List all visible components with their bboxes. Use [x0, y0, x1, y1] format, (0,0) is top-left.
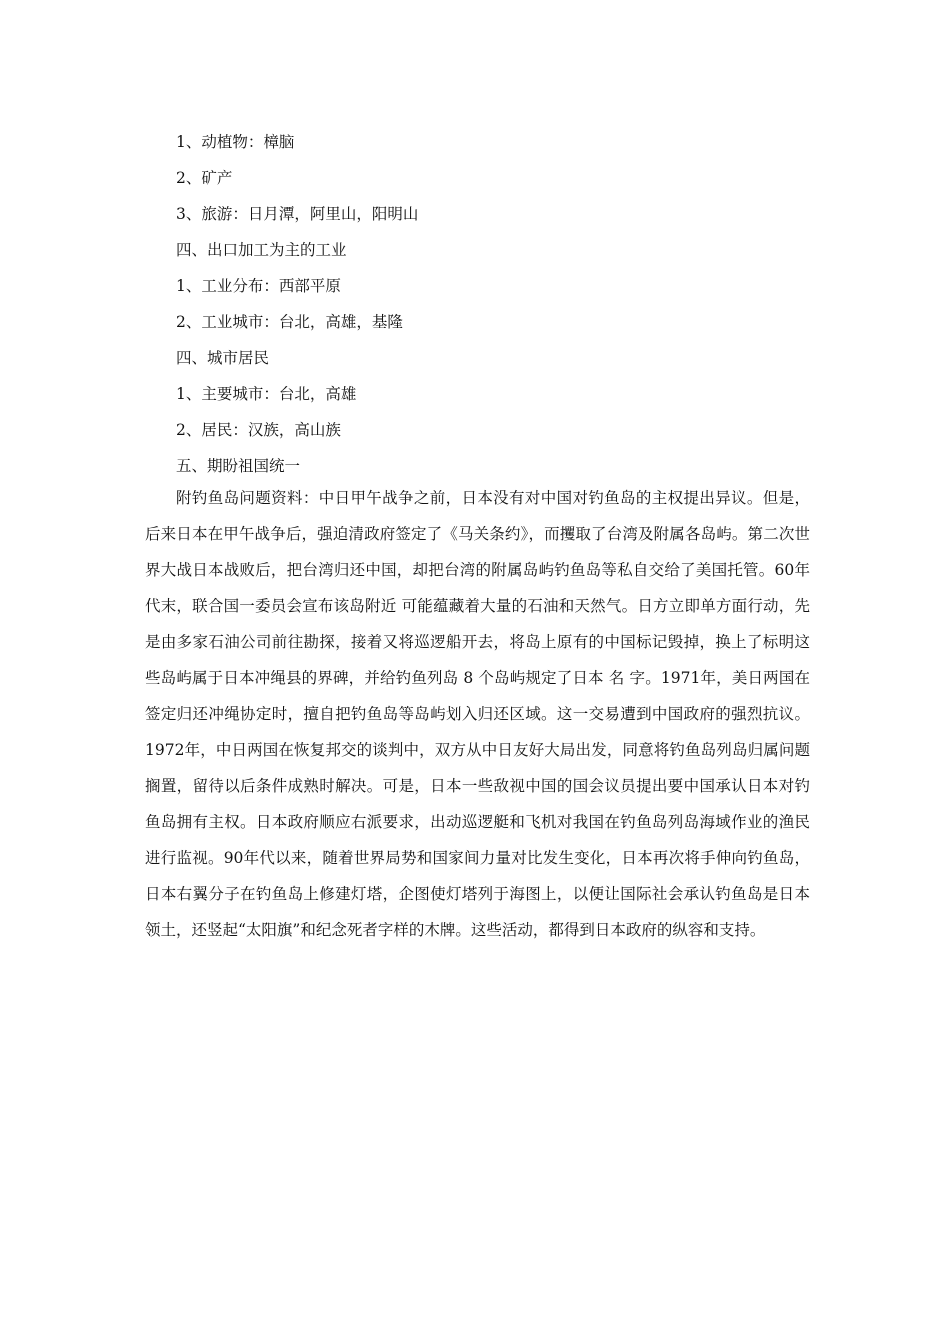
outline-item-industrial-cities: 2、工业城市：台北，高雄，基隆	[176, 313, 403, 331]
outline-list	[176, 124, 816, 484]
outline-item-major-cities: 1、主要城市：台北，高雄	[176, 385, 357, 403]
outline-item-residents: 2、居民：汉族，高山族	[176, 421, 341, 439]
outline-item-tourism: 3、旅游：日月潭，阿里山，阳明山	[176, 205, 419, 223]
outline-item-minerals: 2、矿产	[176, 169, 233, 187]
outline-item-fauna-flora: 1、动植物：樟脑	[176, 133, 295, 151]
diaoyu-island-paragraph: 附钓鱼岛问题资料：中日甲午战争之前，日本没有对中国对钓鱼岛的主权提出异议。但是，后来日本在甲午战争后，强迫清政府签定了《马关条约》，而攫取了台湾及附属各岛屿。第二次世界大战日本战败后，把台湾归还中国，却把台湾的附属岛屿钓鱼岛等私自交给了美国托管。60年代末，联合国一委员会宣布该岛附近 可能蕴藏着大量的石油和天然气。日方立即单方面行动，先是由多家石油公司前往勘探，接着又将巡逻船开去，将岛上原有的中国标记毁掉，换上了标明这些岛屿属于日本冲绳县的界碑，并给钓鱼列岛 8 个岛屿规定了日本 名 字。1971年，美日两国在签定归还冲绳协定时，擅自把钓鱼岛等岛屿划入归还区域。这一交易遭到中国政府的强烈抗议。1972年，中日两国在恢复邦交的谈判中，双方从中日友好大局出发，同意将钓鱼岛列岛归属问题搁置，留待以后条件成熟时解决。可是，日本一些敌视中国的国会议员提出要中国承认日本对钓鱼岛拥有主权。日本政府顺应右派要求，出动巡逻艇和飞机对我国在钓鱼岛列岛海域作业的渔民进行监视。90年代以来，随着世界局势和国家间力量对比发生变化，日本再次将手伸向钓鱼岛，日本右翼分子在钓鱼岛上修建灯塔，企图使灯塔列于海图上，以便让国际社会承认钓鱼岛是日本领土，还竖起“太阳旗”和纪念死者字样的木牌。这些活动，都得到日本政府的纵容和支持。	[145, 489, 810, 939]
outline-heading-reunification: 五、期盼祖国统一	[176, 457, 301, 475]
outline-heading-industry: 四、出口加工为主的工业	[176, 241, 347, 259]
outline-heading-cities-residents: 四、城市居民	[176, 349, 270, 367]
outline-item-industry-distribution: 1、工业分布：西部平原	[176, 277, 341, 295]
